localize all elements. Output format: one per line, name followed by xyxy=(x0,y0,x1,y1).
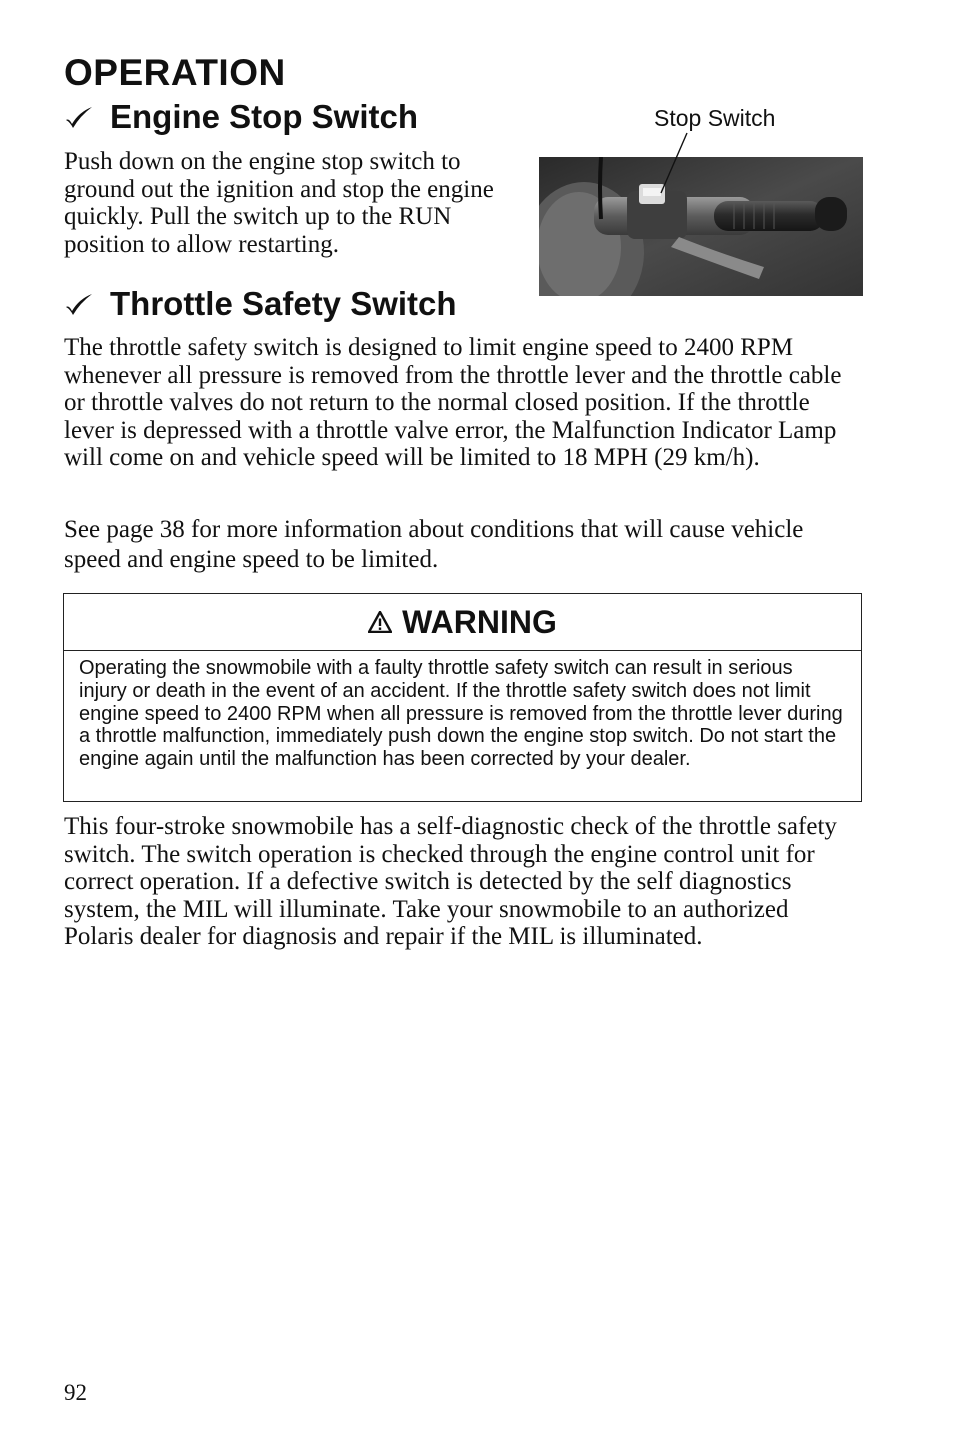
warning-title: WARNING xyxy=(402,603,557,640)
page-number: 92 xyxy=(64,1380,87,1405)
warning-header xyxy=(64,594,861,651)
engine-stop-paragraph: Push down on the engine stop switch to ground out the ignition and stop the engine quickly. Pull the switch up to the RUN position to allow restarting. xyxy=(64,148,494,258)
throttle-safety-heading xyxy=(64,285,457,323)
engine-stop-heading-text: Engine Stop Switch xyxy=(110,98,419,135)
throttle-safety-paragraph: The throttle safety switch is designed to limit engine speed to 2400 RPM whenever all pressure is removed from the throttle lever and the throttle cable or throttle valves do not return to the normal closed position. If the throttle lever is depressed with a throttle valve error, the Malfunction Indicator Lamp will come on and vehicle speed will be limited to 18 MPH (29 km/h). xyxy=(64,334,842,472)
stop-switch-figure xyxy=(539,105,863,296)
throttle-safety-heading-text: Throttle Safety Switch xyxy=(110,285,457,322)
stop-switch-callout-label: Stop Switch xyxy=(654,105,776,131)
check-mark-icon xyxy=(64,291,94,317)
warning-box xyxy=(63,593,862,802)
section-title: OPERATION xyxy=(64,52,286,93)
handlebar-photo xyxy=(539,157,863,296)
see-page-paragraph: See page 38 for more information about conditions that will cause vehicle speed and engine speed to be limited. xyxy=(64,516,804,573)
engine-stop-heading xyxy=(64,98,418,136)
diagnostics-paragraph: This four-stroke snowmobile has a self-diagnostic check of the throttle safety switch. The switch operation is checked through the engine control unit for correct operation. If a defective switch is detected by the self diagnostics system, the MIL will illuminate. Take your snowmobile to an authorized Polaris dealer for diagnosis and repair if the MIL is illuminated. xyxy=(64,813,837,951)
warning-body: Operating the snowmobile with a faulty throttle safety switch can result in serious injury or death in the event of an accident. If the throttle safety switch does not limit engine speed to 2400 RPM when all pressure is removed from the throttle lever during a throttle malfunction, immediately push down the engine stop switch. Do not start the engine again until the malfunction has been corrected by your dealer. xyxy=(79,657,843,771)
warning-triangle-icon xyxy=(368,611,392,633)
check-mark-icon xyxy=(64,104,94,130)
